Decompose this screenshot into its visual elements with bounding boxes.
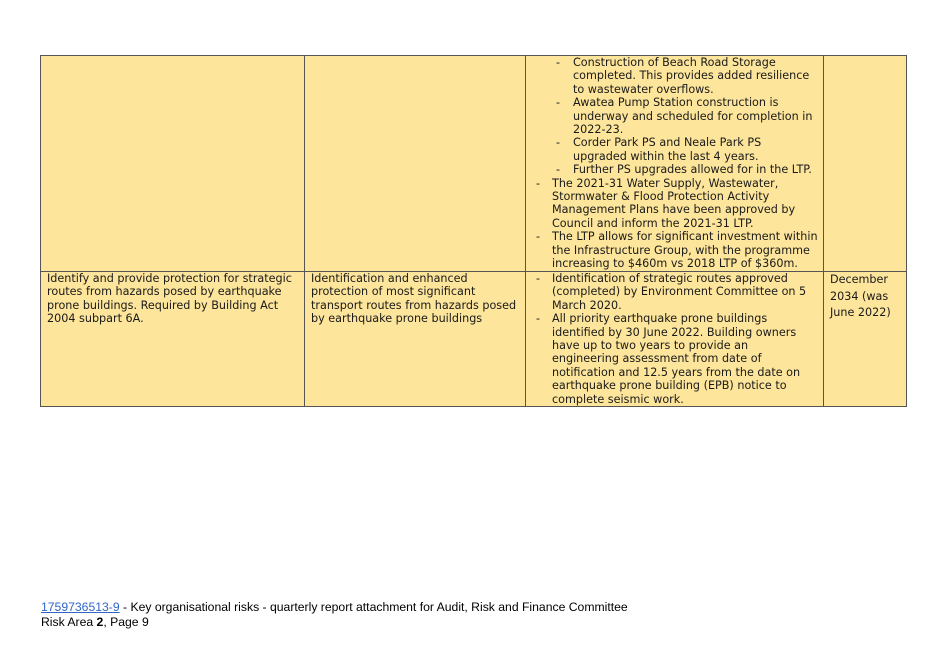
- risk-area-label: Risk Area: [41, 615, 97, 629]
- risk-table: [40, 55, 907, 407]
- date-cell: December 2034 (was June 2022): [824, 272, 907, 407]
- status-cell: [526, 56, 824, 272]
- footer-line-1: [41, 600, 628, 615]
- page-number: , Page 9: [103, 615, 149, 629]
- page-footer: [41, 600, 628, 630]
- list-item: - Identification of strategic routes approved (completed) by Environment Committee on 5 March 2020.: [532, 272, 818, 312]
- list-item: - Construction of Beach Road Storage completed. This provides added resilience to wastewater overflows.: [532, 56, 818, 96]
- list-item: - Further PS upgrades allowed for in the LTP.: [532, 163, 818, 176]
- date-cell: [824, 56, 907, 272]
- list-item: - All priority earthquake prone buildings identified by 30 June 2022. Building owners have up to two years to provide an engineering assessment from date of notification and 12.5 years from the date on earthquake prone building (EPB) notice to complete seismic work.: [532, 312, 818, 406]
- table-row: [41, 272, 907, 407]
- list-item: - Awatea Pump Station construction is underway and scheduled for completion in 2022-23.: [532, 96, 818, 136]
- status-list: [532, 177, 818, 271]
- risk-cell: Identify and provide protection for strategic routes from hazards posed by earthquake prone buildings. Required by Building Act 2004 subpart 6A.: [41, 272, 305, 407]
- status-list: [532, 272, 818, 406]
- document-link[interactable]: 1759736513-9: [41, 600, 120, 614]
- sub-status-list: [532, 56, 818, 177]
- list-item: - Corder Park PS and Neale Park PS upgraded within the last 4 years.: [532, 136, 818, 163]
- list-item: - The LTP allows for significant investment within the Infrastructure Group, with the programme increasing to $460m vs 2018 LTP of $360m.: [532, 230, 818, 270]
- risk-cell: [41, 56, 305, 272]
- status-cell: [526, 272, 824, 407]
- outcome-cell: [305, 56, 526, 272]
- outcome-cell: Identification and enhanced protection of most significant transport routes from hazards posed by earthquake prone buildings: [305, 272, 526, 407]
- footer-line-2: [41, 615, 628, 630]
- list-item: - The 2021-31 Water Supply, Wastewater, Stormwater & Flood Protection Activity Management Plans have been approved by Council and inform the 2021-31 LTP.: [532, 177, 818, 231]
- risk-area-number: 2: [96, 615, 104, 629]
- table-row: [41, 56, 907, 272]
- document-title: - Key organisational risks - quarterly report attachment for Audit, Risk and Finance Committee: [119, 600, 628, 614]
